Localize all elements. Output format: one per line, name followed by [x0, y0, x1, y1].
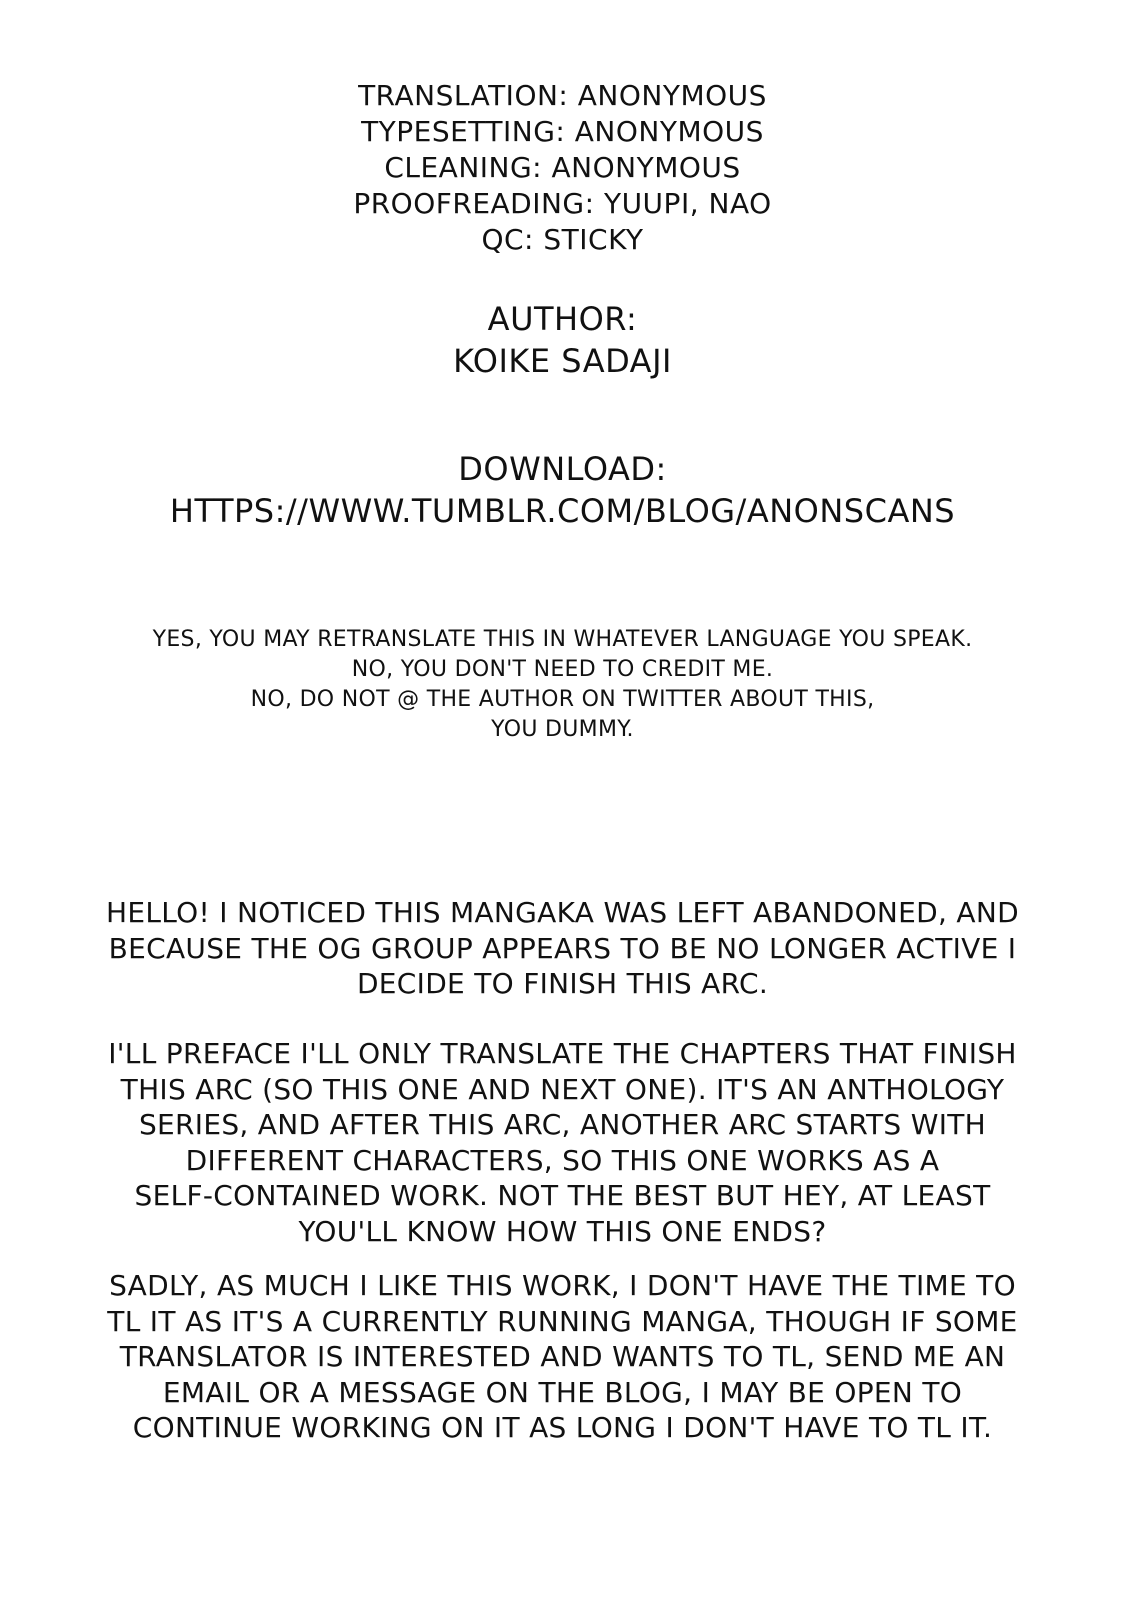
- note-line: NO, YOU DON'T NEED TO CREDIT ME.: [351, 657, 774, 682]
- credit-translation: TRANSLATION: ANONYMOUS: [358, 79, 767, 112]
- message-paragraph-2: [0, 1036, 1125, 1249]
- credit-qc: QC: STICKY: [481, 223, 644, 256]
- message-line: YOU'LL KNOW HOW THIS ONE ENDS?: [298, 1214, 827, 1248]
- credit-proofreading: PROOFREADING: YUUPI, NAO: [353, 187, 772, 220]
- credit-cleaning: CLEANING: ANONYMOUS: [384, 151, 741, 184]
- message-paragraph-3: [0, 1268, 1125, 1446]
- note-line: YOU DUMMY.: [491, 717, 634, 742]
- message-line: DECIDE TO FINISH THIS ARC.: [356, 967, 769, 1000]
- download-block: [0, 448, 1125, 532]
- credits-block: [0, 78, 1125, 258]
- download-label: DOWNLOAD:: [458, 450, 667, 488]
- download-url: HTTPS://WWW.TUMBLR.COM/BLOG/ANONSCANS: [169, 492, 956, 530]
- message-line: HELLO! I NOTICED THIS MANGAKA WAS LEFT ABANDONED, AND: [106, 896, 1019, 929]
- message-line: TL IT AS IT'S A CURRENTLY RUNNING MANGA, THOUGH IF SOME: [107, 1304, 1018, 1338]
- message-line: THIS ARC (SO THIS ONE AND NEXT ONE). IT'S AN ANTHOLOGY: [120, 1072, 1005, 1106]
- message-line: SADLY, AS MUCH I LIKE THIS WORK, I DON'T HAVE THE TIME TO: [109, 1269, 1016, 1302]
- message-line: I'LL PREFACE I'LL ONLY TRANSLATE THE CHAPTERS THAT FINISH: [108, 1037, 1017, 1070]
- message-line: SELF-CONTAINED WORK. NOT THE BEST BUT HEY, AT LEAST: [134, 1179, 991, 1212]
- message-line: DIFFERENT CHARACTERS, SO THIS ONE WORKS AS A: [185, 1143, 940, 1177]
- message-line: BECAUSE THE OG GROUP APPEARS TO BE NO LONGER ACTIVE I: [108, 931, 1017, 965]
- author-block: [0, 298, 1125, 382]
- message-line: EMAIL OR A MESSAGE ON THE BLOG, I MAY BE OPEN TO: [162, 1375, 963, 1409]
- note-line: YES, YOU MAY RETRANSLATE THIS IN WHATEVER LANGUAGE YOU SPEAK.: [152, 627, 973, 652]
- credit-typesetting: TYPESETTING: ANONYMOUS: [361, 115, 764, 148]
- message-line: SERIES, AND AFTER THIS ARC, ANOTHER ARC STARTS WITH: [138, 1108, 987, 1141]
- message-paragraph-1: [0, 895, 1125, 1002]
- author-label: AUTHOR:: [487, 300, 638, 338]
- notes-block: [0, 625, 1125, 745]
- message-line: TRANSLATOR IS INTERESTED AND WANTS TO TL, SEND ME AN: [119, 1340, 1006, 1373]
- message-line: CONTINUE WORKING ON IT AS LONG I DON'T HAVE TO TL IT.: [132, 1411, 993, 1444]
- author-name: KOIKE SADAJI: [453, 342, 672, 380]
- note-line: NO, DO NOT @ THE AUTHOR ON TWITTER ABOUT THIS,: [250, 687, 875, 712]
